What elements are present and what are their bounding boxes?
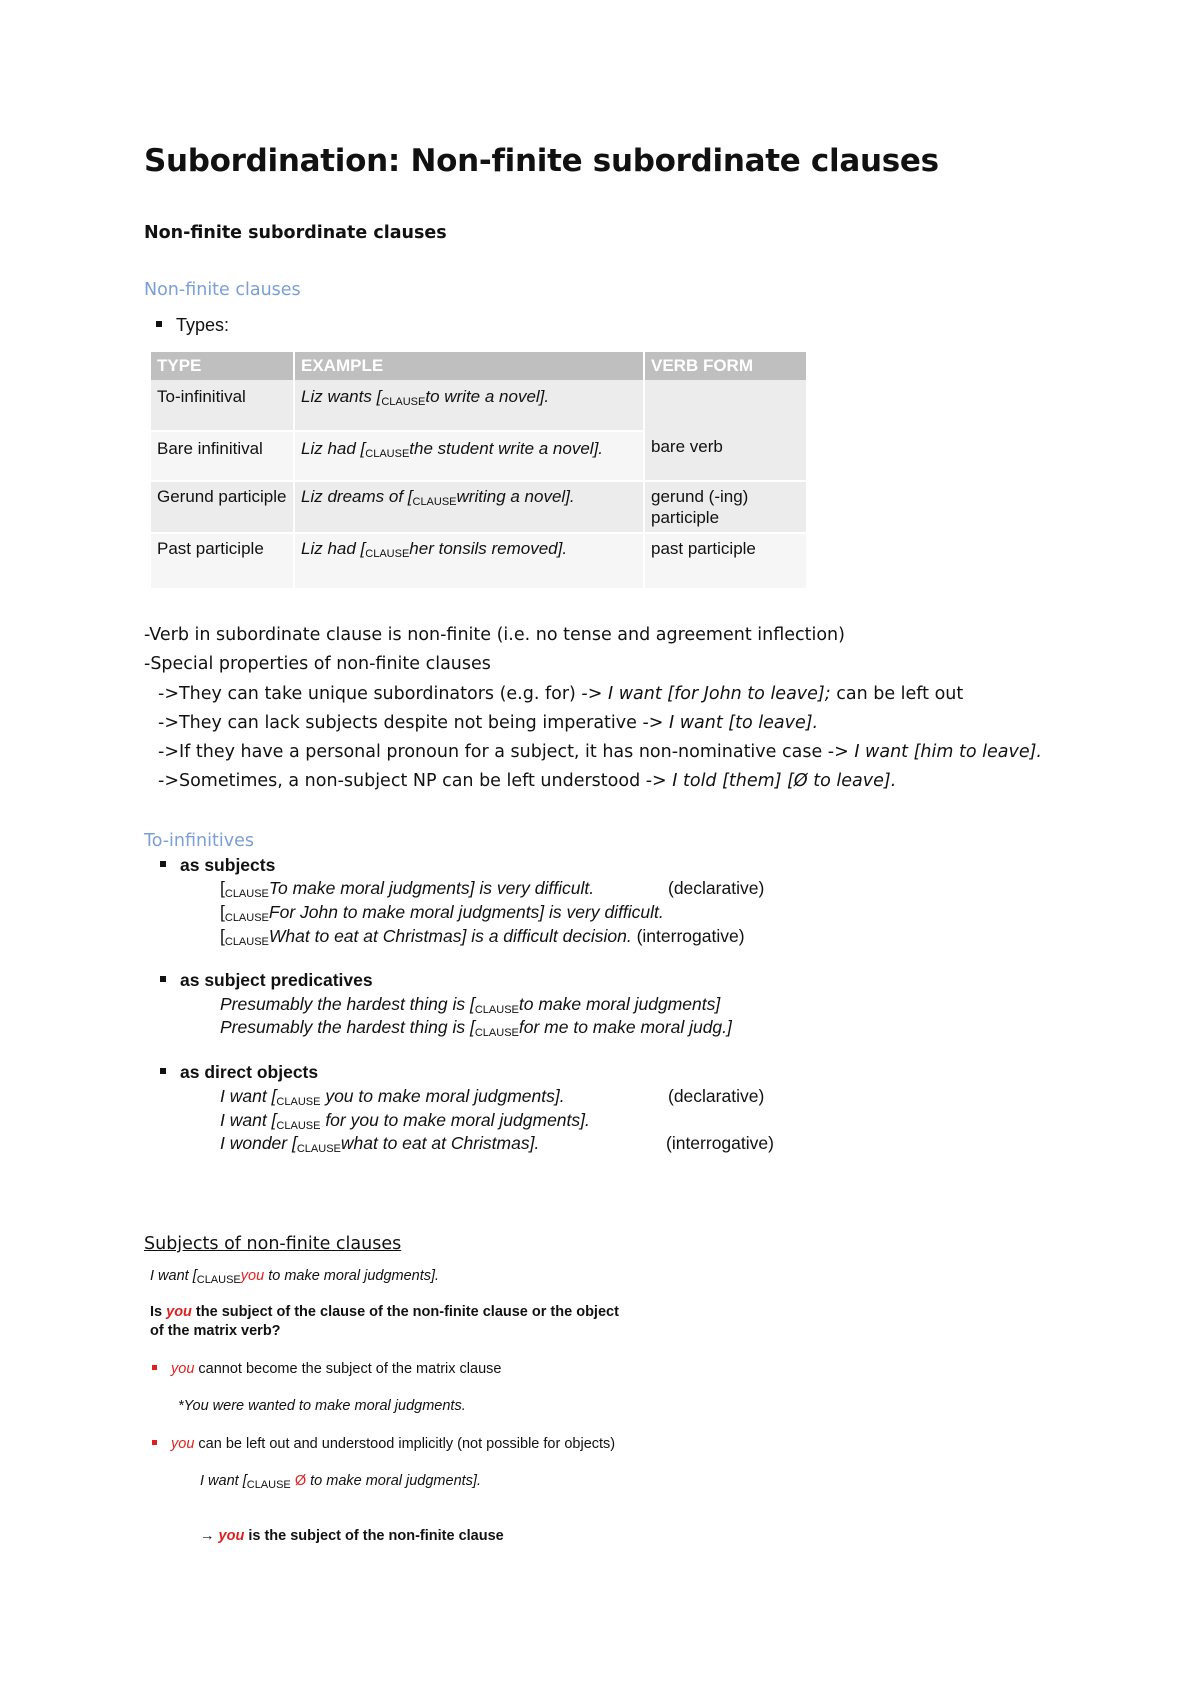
note-line-1: -Verb in subordinate clause is non-finite (i.e. no tense and agreement inflection) xyxy=(144,625,845,645)
table-header-verb-form: VERB FORM xyxy=(645,352,806,380)
tag-declarative-2: (declarative) xyxy=(668,1086,765,1106)
types-label: Types: xyxy=(176,315,230,335)
subjects-example-3: [CLAUSEWhat to eat at Christmas] is a difficult decision. (interrogative) xyxy=(220,926,745,948)
arrow-right-icon: → xyxy=(200,1528,215,1544)
subjects-example: I want [$_{CLAUSE}you$ to make moral judgments]. xyxy=(150,1268,440,1286)
page-title: Subordination: Non-finite subordinate clauses xyxy=(144,143,939,179)
table-row-1-example: Liz wants [$_{CLAUSE}to$ write a novel]. xyxy=(295,380,643,430)
predicatives-example-2: Presumably the hardest thing is [CLAUSEfor me to make moral judg.] xyxy=(220,1017,732,1039)
subjects-question-line-2: of the matrix verb? xyxy=(150,1323,281,1339)
table-row-3-example: Liz dreams of [$_{CLAUSE}writing$ a novel]. xyxy=(295,482,643,532)
subjects-point-2-example: I want [$_{CLAUSE}$ Ø to make moral judgments]. xyxy=(200,1473,481,1491)
section-heading: Non-finite subordinate clauses xyxy=(144,223,447,243)
predicatives-example-1: Presumably the hardest thing is [CLAUSEto make moral judgments] xyxy=(220,994,721,1016)
tag-declarative: (declarative) xyxy=(668,878,765,898)
bullet-as-direct-objects: as direct objects xyxy=(160,1062,318,1083)
note-line-2: -Special properties of non-finite clauses xyxy=(144,654,491,674)
subheading-to-infinitives: To-infinitives xyxy=(144,831,254,851)
red-bullet-icon xyxy=(152,1440,157,1445)
bullet-icon xyxy=(160,861,166,867)
objects-example-2: I want [CLAUSE for you to make moral judgments]. xyxy=(220,1110,590,1132)
table-row-4-example: Liz had [$_{CLAUSE}her$ tonsils removed]. xyxy=(295,534,643,588)
table-header-type: TYPE xyxy=(151,352,293,380)
subjects-example-1: [CLAUSETo make moral judgments] is very difficult. xyxy=(220,878,595,900)
red-bullet-icon xyxy=(152,1365,157,1370)
table-row-3-verb-form: gerund (-ing) participle xyxy=(645,482,806,532)
subjects-point-1-example: *You were wanted to make moral judgments. xyxy=(178,1398,466,1414)
bullet-as-subjects: as subjects xyxy=(160,855,275,876)
subheading-nonfinite-clauses: Non-finite clauses xyxy=(144,280,301,300)
bullet-as-subject-predicatives: as subject predicatives xyxy=(160,970,373,991)
bullet-icon xyxy=(160,976,166,982)
types-bullet xyxy=(156,315,229,336)
types-table xyxy=(151,352,806,588)
bullet-icon xyxy=(156,321,162,327)
table-row-2-type: Bare infinitival xyxy=(151,432,293,480)
table-row-2-example: Liz had [$_{CLAUSE}the$ student write a novel]. xyxy=(295,432,643,480)
table-header-example: EXAMPLE xyxy=(295,352,643,380)
note-line-4: ->They can lack subjects despite not being imperative -> I want [to leave]. xyxy=(158,713,819,733)
subjects-conclusion: → you is the subject of the non-finite clause xyxy=(200,1528,504,1544)
bullet-icon xyxy=(160,1068,166,1074)
table-verb-form-bare: bare verb xyxy=(645,380,806,480)
note-line-3: ->They can take unique subordinators (e.g. for) -> I want [for John to leave]; can be left out xyxy=(158,684,964,704)
table-row-1-type: To-infinitival xyxy=(151,380,293,430)
tag-interrogative: (interrogative) xyxy=(666,1133,774,1153)
table-row-3-type: Gerund participle xyxy=(151,482,293,532)
subjects-example-2: [CLAUSEFor John to make moral judgments] is very difficult. xyxy=(220,902,664,924)
table-row-4-type: Past participle xyxy=(151,534,293,588)
note-line-6: ->Sometimes, a non-subject NP can be left understood -> I told [them] [Ø to leave]. xyxy=(158,771,897,791)
subheading-subjects-nonfinite: Subjects of non-finite clauses xyxy=(144,1234,402,1254)
subjects-question-line-1: Is you the subject of the clause of the non-finite clause or the object xyxy=(150,1304,619,1320)
subjects-point-2: you can be left out and understood implicitly (not possible for objects) xyxy=(152,1436,615,1452)
table-row-4-verb-form: past participle xyxy=(645,534,806,588)
objects-example-1: I want [CLAUSE you to make moral judgments]. xyxy=(220,1086,565,1108)
objects-example-3: I wonder [CLAUSEwhat to eat at Christmas]. xyxy=(220,1133,540,1155)
note-line-5: ->If they have a personal pronoun for a subject, it has non-nominative case -> I want [him to leave]. xyxy=(158,742,1042,762)
subjects-point-1: you cannot become the subject of the matrix clause xyxy=(152,1361,501,1377)
